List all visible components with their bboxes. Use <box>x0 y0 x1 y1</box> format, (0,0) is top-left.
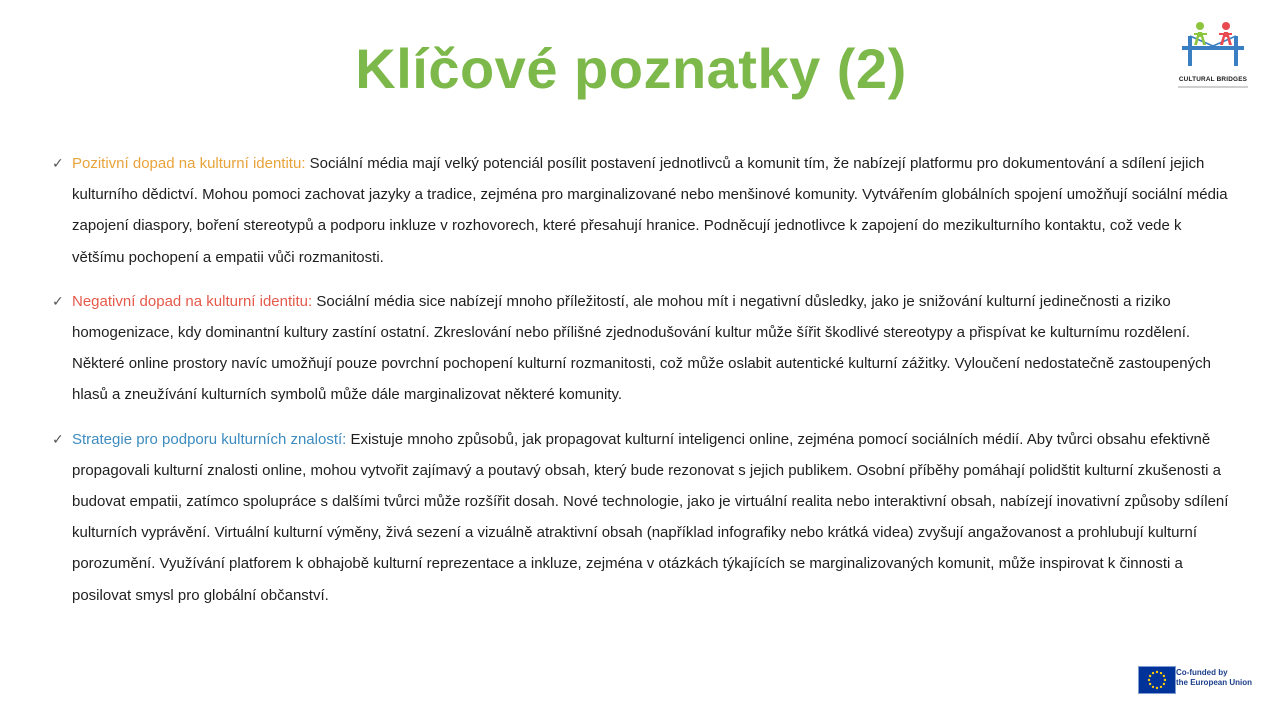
point-heading: Strategie pro podporu kulturních znalostí <box>72 430 343 448</box>
eu-flag-icon <box>1138 666 1176 694</box>
point-text: Sociální média mají velký potenciál posílit postavení jednotlivců a komunit tím, že nabízejí platformu pro dokumentování a sdílení jejich kulturního dědictví. Mohou pomoci zachovat jazyky a tradice, zejména pro marginalizované nebo menšinové komunity. Vytvářením globálních spojení umožňují sociální média zapojení diaspory, boření stereotypů a podporu inkluze v rozhovorech, které přesahují hranice. Podněcují jednotlivce k zapojení do mezikulturního kontaktu, což vede k většímu pochopení a empatii vůči rozmanitosti. <box>72 155 1228 266</box>
slide-title: Klíčové poznatky (2) <box>355 37 907 100</box>
checkmark-icon: ✓ <box>52 155 64 171</box>
point-strategies: ✓ Strategie pro podporu kulturních znalostí: Existuje mnoho způsobů, jak propagovat kulturní inteligenci online, zejména pomocí sociálních médií. Aby tvůrci obsahu efektivně propagovali kulturní znalosti online, mohou vytvořit zajímavý a poutavý obsah, který bude rezonovat s jejich publikem. Osobní příběhy pomáhají polidštit kulturní zkušenosti a budovat empatii, zatímco spolupráce s dalšími tvůrci může rozšířit dosah. Nové technologie, jako je virtuální realita nebo interaktivní obsah, nabízejí inovativní způsoby sdílení kulturních vyprávění. Virtuální kulturní výměny, živá sezení a vizuálně atraktivní obsah (například infografiky nebo krátká videa) zvyšují angažovanost a prohlubují kulturní porozumění. Využívání platforem k obhajobě kulturní reprezentace a inkluze, zejména v otázkách týkajících se marginalizovaných komunit, může inspirovat k činnosti a posilovat smysl pro globální občanství. <box>52 424 1232 611</box>
bridge-people-icon <box>1174 16 1252 76</box>
point-heading: Pozitivní dopad na kulturní identitu <box>72 155 302 172</box>
eu-cofunded-text: Co-funded by the European Union <box>1176 668 1252 687</box>
point-text: Existuje mnoho způsobů, jak propagovat kulturní inteligenci online, zejména pomocí sociálních médií. Aby tvůrci obsahu efektivně propagovali kulturní znalosti online, mohou vytvořit zajímavý a poutavý obsah, který bude rezonovat s jejich publikem. Osobní příběhy pomáhají polidštit kulturní zkušenosti a budovat empatii, zatímco spolupráce s dalšími tvůrci může rozšířit dosah. Nové technologie, jako je virtuální realita nebo interaktivní obsah, nabízejí inovativní způsoby sdílení kulturních vyprávění. Virtuální kulturní výměny, živá sezení a vizuálně atraktivní obsah (například infografiky nebo krátká videa) zvyšují angažovanost a prohlubují kulturní porozumění. Využívání platforem k obhajobě kulturní reprezentace a inkluze, zejména v otázkách týkajících se marginalizovaných komunit, může inspirovat k činnosti a posilovat smysl pro globální občanství. <box>72 430 1229 604</box>
key-points-list <box>52 148 1232 624</box>
eu-cofunded-badge <box>1138 666 1252 692</box>
point-positive-impact: ✓ Pozitivní dopad na kulturní identitu: Sociální média mají velký potenciál posílit postavení jednotlivců a komunit tím, že nabízejí platformu pro dokumentování a sdílení jejich kulturního dědictví. Mohou pomoci zachovat jazyky a tradice, zejména pro marginalizované nebo menšinové komunity. Vytvářením globálních spojení umožňují sociální média zapojení diaspory, boření stereotypů a podporu inkluze v rozhovorech, které přesahují hranice. Podněcují jednotlivce k zapojení do mezikulturního kontaktu, což vede k většímu pochopení a empatii vůči rozmanitosti. <box>52 148 1232 273</box>
cultural-bridges-logo <box>1174 16 1252 92</box>
point-text: Sociální média sice nabízejí mnoho příležitostí, ale mohou mít i negativní důsledky, jako je snižování kulturní jedinečnosti a riziko homogenizace, kdy dominantní kultury zastíní ostatní. Zkreslování nebo přílišné zjednodušování kultur může šířit škodlivé stereotypy a přispívat ke kulturnímu rozdělení. Některé online prostory navíc umožňují pouze povrchní pochopení kulturní rozmanitosti, což může oslabit autentické kulturní zážitky. Vyloučení nedostatečně zastoupených hlasů a zneužívání kulturních symbolů může dále marginalizovat některé komunity. <box>72 292 1211 404</box>
eu-stars-icon <box>1139 667 1175 693</box>
point-negative-impact: ✓ Negativní dopad na kulturní identitu: Sociální média sice nabízejí mnoho příležitostí, ale mohou mít i negativní důsledky, jako je snižování kulturní jedinečnosti a riziko homogenizace, kdy dominantní kultury zastíní ostatní. Zkreslování nebo přílišné zjednodušování kultur může šířit škodlivé stereotypy a přispívat ke kulturnímu rozdělení. Některé online prostory navíc umožňují pouze povrchní pochopení kulturní rozmanitosti, což může oslabit autentické kulturní zážitky. Vyloučení nedostatečně zastoupených hlasů a zneužívání kulturních symbolů může dále marginalizovat některé komunity. <box>52 286 1232 411</box>
checkmark-icon: ✓ <box>52 292 64 309</box>
checkmark-icon: ✓ <box>52 430 64 447</box>
logo-wordmark: CULTURAL BRIDGES <box>1178 76 1248 83</box>
point-heading: Negativní dopad na kulturní identitu <box>72 292 308 310</box>
logo-tagline-line <box>1178 86 1248 88</box>
